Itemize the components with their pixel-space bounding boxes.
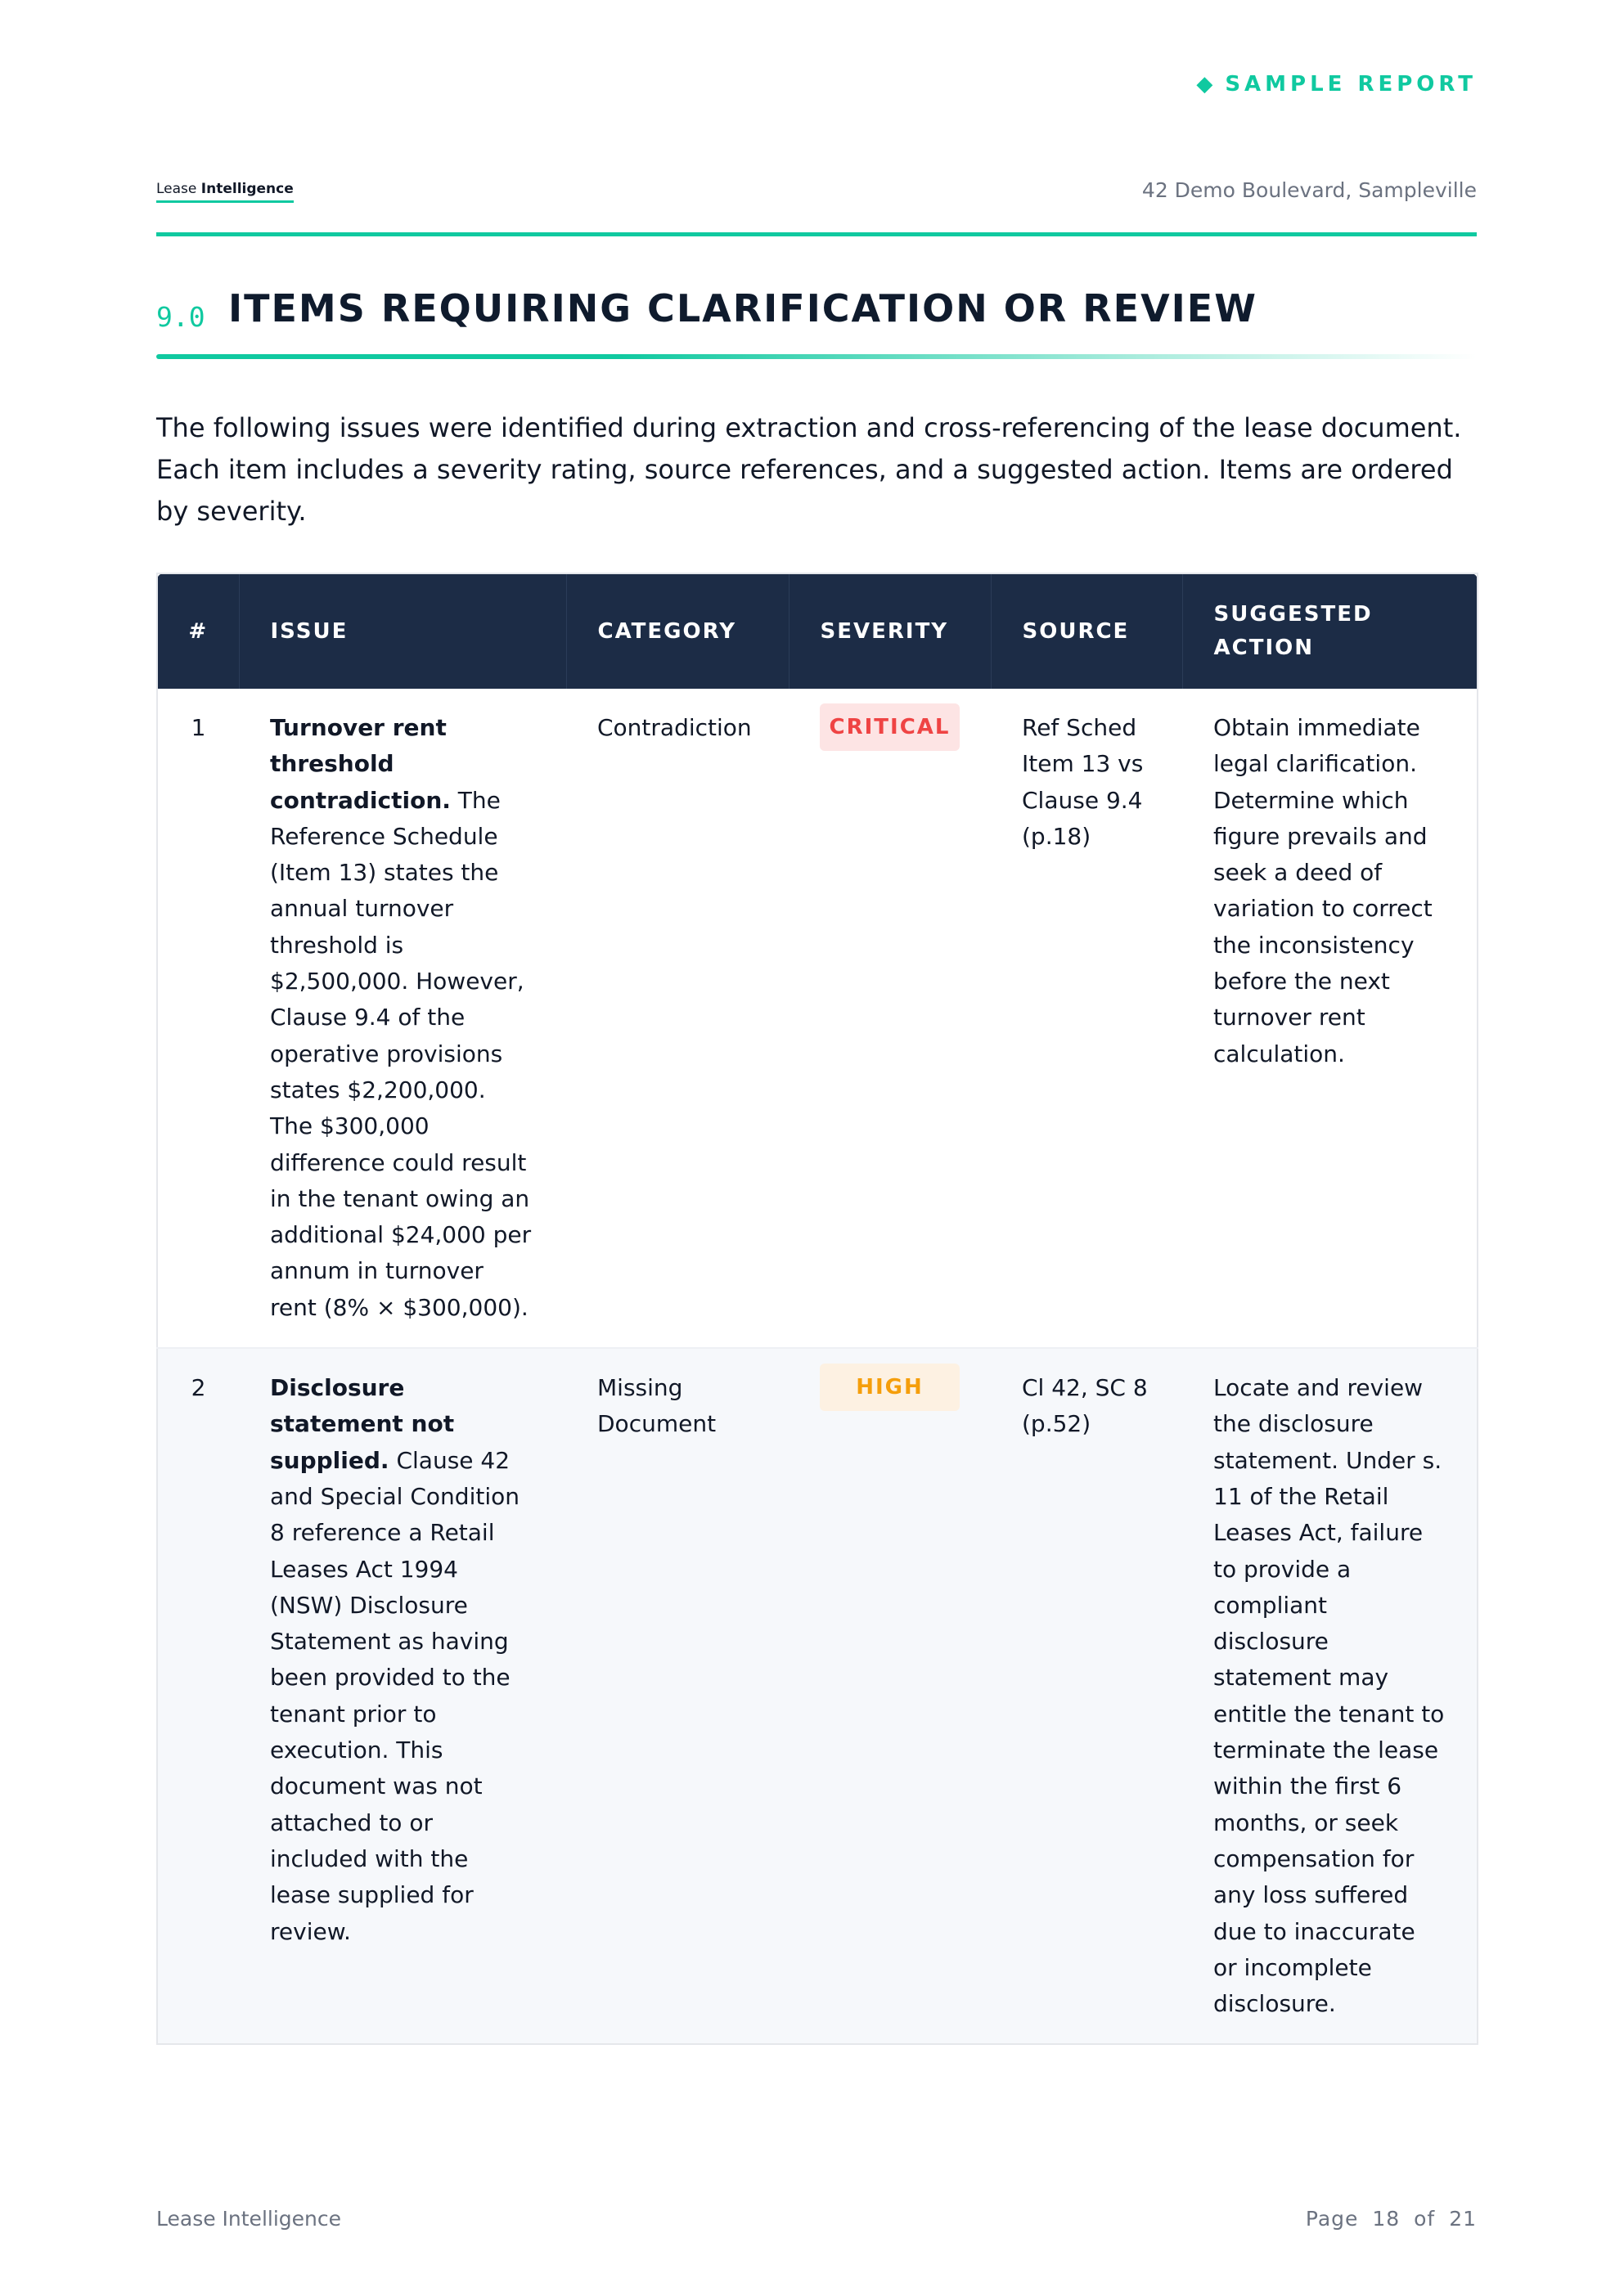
column-header-number: #: [157, 573, 239, 689]
section-title: ITEMS REQUIRING CLARIFICATION OR REVIEW: [228, 286, 1257, 330]
action-cell: Obtain immediate legal clarification. Determine which figure prevails and seek a deed of variation to correct the inconsistency before the next turnover rent calculation.: [1182, 689, 1478, 1348]
row-number: 2: [157, 1348, 239, 2044]
page-number: [1306, 2207, 1477, 2231]
section-heading: [156, 286, 1477, 360]
page-label: Page: [1305, 2207, 1359, 2231]
column-header-category: CATEGORY: [566, 573, 789, 689]
column-header-suggested-action: SUGGESTED ACTION: [1182, 573, 1478, 689]
sample-report-mark: [1196, 72, 1477, 97]
issue-cell: [239, 1348, 566, 2044]
issue-description: The Reference Schedule (Item 13) states the annual turnover threshold is $2,500,000. However, Clause 9.4 of the operative provisions states $2,200,000. The $300,000 difference could result in the tenant owing an additional $24,000 per annum in turnover rent (8% × $300,000).: [270, 786, 532, 1321]
footer-brand: Lease Intelligence: [156, 2207, 342, 2231]
issue-description: Clause 42 and Special Condition 8 reference a Retail Leases Act 1994 (NSW) Disclosure Statement as having been provided to the tenant prior to execution. This document was not attached to or included with the lease supplied for review.: [270, 1446, 520, 1945]
severity-badge-critical: CRITICAL: [820, 703, 960, 751]
column-header-severity: SEVERITY: [789, 573, 991, 689]
column-header-issue: ISSUE: [239, 573, 566, 689]
section-intro: The following issues were identified during extraction and cross-referencing of the lease document. Each item includes a severity rating, source references, and a suggested action. Items are ordered by severity.: [156, 412, 1462, 527]
brand-logo: [156, 181, 294, 203]
page-total: 21: [1449, 2207, 1477, 2231]
table-row: [157, 689, 1478, 1348]
page-header: [156, 173, 1477, 236]
brand-prefix: Lease: [156, 181, 197, 197]
table-header-row: [157, 573, 1478, 689]
sample-report-label: SAMPLE REPORT: [1225, 72, 1477, 97]
severity-badge-high: HIGH: [820, 1364, 960, 1411]
issue-title: Disclosure statement not supplied.: [270, 1374, 455, 1474]
property-address: 42 Demo Boulevard, Sampleville: [1141, 178, 1477, 202]
table-row: [157, 1348, 1478, 2044]
section-number: 9.0: [156, 301, 205, 333]
row-number: 1: [157, 689, 239, 1348]
source-cell: Ref Sched Item 13 vs Clause 9.4 (p.18): [991, 689, 1182, 1348]
page-current: 18: [1372, 2207, 1401, 2231]
diamond-icon: ◆: [1196, 72, 1217, 97]
issue-title: Turnover rent threshold contradiction.: [270, 714, 451, 814]
issues-table: [156, 573, 1478, 2045]
heading-underline: [156, 354, 1477, 359]
source-cell: Cl 42, SC 8 (p.52): [991, 1348, 1182, 2044]
category-cell: Contradiction: [566, 689, 789, 1348]
action-cell: Locate and review the disclosure statement. Under s. 11 of the Retail Leases Act, failure to provide a compliant disclosure statement may entitle the tenant to terminate the lease within the first 6 months, or seek compensation for any loss suffered due to inaccurate or incomplete disclosure.: [1182, 1348, 1478, 2044]
page-separator: of: [1414, 2207, 1436, 2231]
issue-cell: [239, 689, 566, 1348]
column-header-source: SOURCE: [991, 573, 1182, 689]
severity-cell: [789, 689, 991, 1348]
category-cell: Missing Document: [566, 1348, 789, 2044]
brand-strong: Intelligence: [200, 181, 294, 197]
severity-cell: [789, 1348, 991, 2044]
